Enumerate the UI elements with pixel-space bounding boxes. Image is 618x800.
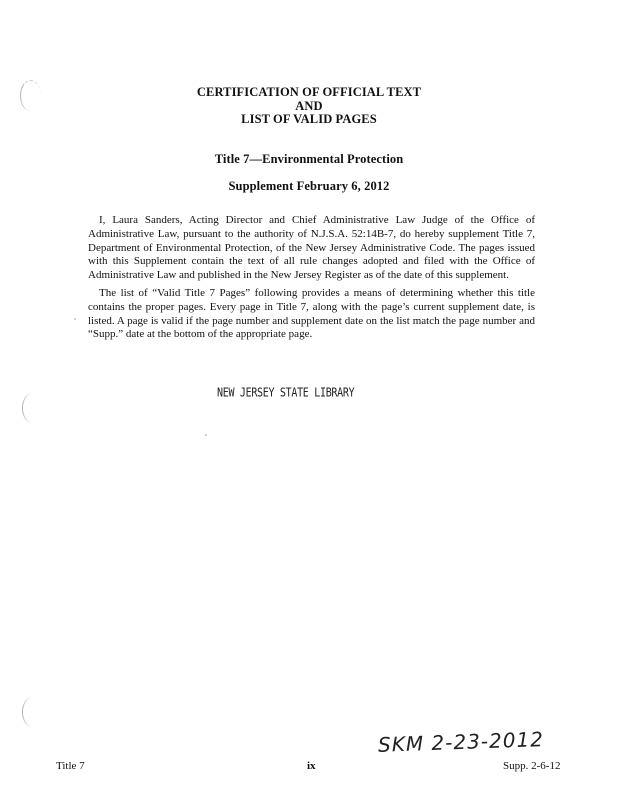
title-heading: Title 7—Environmental Protection [214,152,404,166]
certification-heading: CERTIFICATION OF OFFICIAL TEXT [196,85,422,99]
heading-and: AND [295,99,323,113]
scan-speck [74,318,76,320]
punch-hole-mark [22,697,43,727]
library-stamp: NEW JERSEY STATE LIBRARY [217,386,355,401]
valid-pages-heading: LIST OF VALID PAGES [241,112,377,126]
handwritten-note: SKM 2-23-2012 [377,727,545,757]
footer-title: Title 7 [56,760,85,772]
punch-hole-mark [22,393,43,423]
valid-pages-paragraph: The list of “Valid Title 7 Pages” following provides a means of determining whether this title contains the proper pages. Every page in Title 7, along with the page’s current supplement date, is listed. A page is valid if the page number and supplement date on the list match the page number and “Supp.” date at the bottom of the appropriate page. [88,287,535,341]
supplement-date-heading: Supplement February 6, 2012 [228,179,390,193]
footer-page-number: ix [307,760,316,772]
certification-paragraph: I, Laura Sanders, Acting Director and Chief Administrative Law Judge of the Office of Administrative Law, pursuant to the authority of N.J.S.A. 52:14B-7, do hereby supplement Title 7, Department of Environmental Protection, of the New Jersey Administrative Code. The pages issued with this Supplement contain the text of all rule changes adopted and filed with the Office of Administrative Law and published in the New Jersey Register as of the date of this supplement. [88,214,535,282]
footer-supplement: Supp. 2-6-12 [503,760,561,772]
scan-speck [205,434,207,436]
